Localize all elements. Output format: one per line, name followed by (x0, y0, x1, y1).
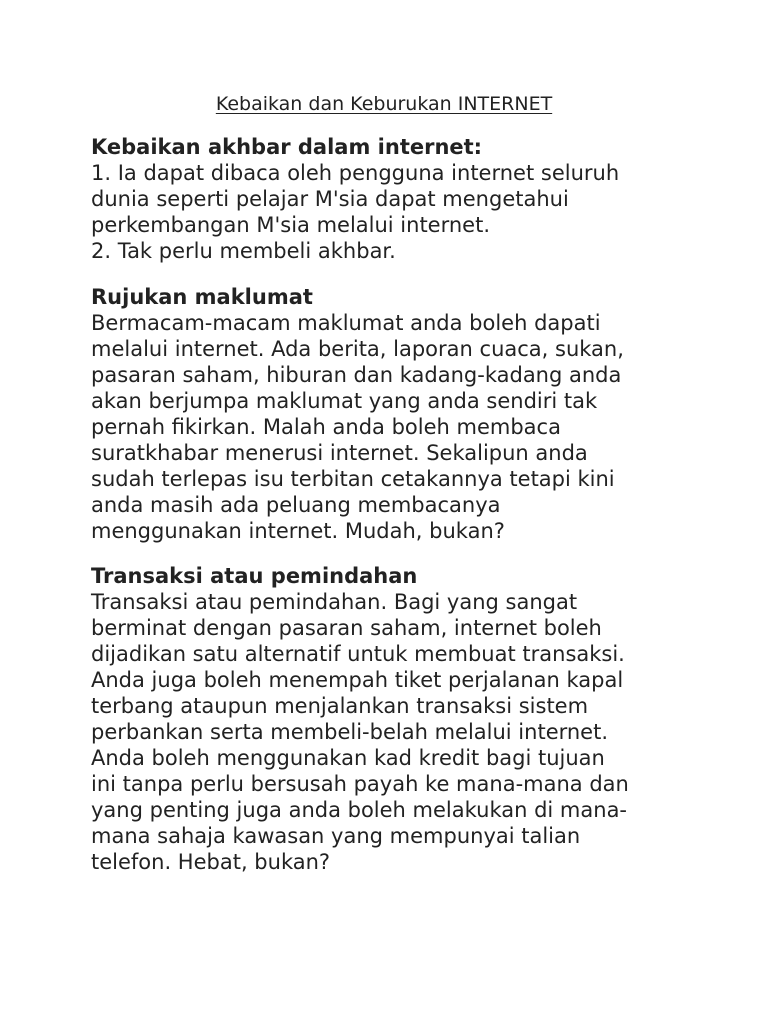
paragraph-line: akan berjumpa maklumat yang anda sendiri tak (91, 389, 598, 413)
document-title: Kebaikan dan Keburukan INTERNET (215, 93, 553, 115)
paragraph-line: 2. Tak perlu membeli akhbar. (91, 239, 396, 263)
paragraph-line: berminat dengan pasaran saham, internet boleh (91, 616, 602, 640)
paragraph-line: mana sahaja kawasan yang mempunyai talian (91, 824, 581, 848)
section-kebaikan-akhbar (91, 134, 691, 264)
paragraph-line: melalui internet. Ada berita, laporan cuaca, sukan, (91, 337, 624, 361)
paragraph-line: Anda juga boleh menempah tiket perjalanan kapal (91, 668, 624, 692)
paragraph-line: perbankan serta membeli-belah melalui internet. (91, 720, 609, 744)
paragraph-line: menggunakan internet. Mudah, bukan? (91, 519, 505, 543)
paragraph-line: anda masih ada peluang membacanya (91, 493, 501, 517)
paragraph-line: dijadikan satu alternatif untuk membuat transaksi. (91, 642, 625, 666)
paragraph-line: perkembangan M'sia melalui internet. (91, 213, 491, 237)
paragraph-line: ini tanpa perlu bersusah payah ke mana-mana dan (91, 772, 629, 796)
paragraph-line: 1. Ia dapat dibaca oleh pengguna internet seluruh (91, 161, 620, 185)
paragraph-line: terbang ataupun menjalankan transaksi sistem (91, 694, 589, 718)
paragraph-line: sudah terlepas isu terbitan cetakannya tetapi kini (91, 467, 615, 491)
paragraph-line: pasaran saham, hiburan dan kadang-kadang anda (91, 363, 622, 387)
paragraph-line: Bermacam-macam maklumat anda boleh dapati (91, 311, 601, 335)
section-heading: Transaksi atau pemindahan (91, 564, 418, 588)
paragraph-line: Anda boleh menggunakan kad kredit bagi tujuan (91, 746, 605, 770)
paragraph-line: dunia seperti pelajar M'sia dapat mengetahui (91, 187, 569, 211)
section-transaksi (91, 563, 691, 875)
paragraph-line: telefon. Hebat, bukan? (91, 850, 331, 874)
paragraph-line: Transaksi atau pemindahan. Bagi yang sangat (91, 590, 578, 614)
paragraph-line: yang penting juga anda boleh melakukan di mana- (91, 798, 628, 822)
section-heading: Kebaikan akhbar dalam internet: (91, 135, 483, 159)
paragraph-line: suratkhabar menerusi internet. Sekalipun anda (91, 441, 588, 465)
section-rujukan-maklumat (91, 284, 691, 544)
paragraph-line: pernah fikirkan. Malah anda boleh membaca (91, 415, 561, 439)
section-heading: Rujukan maklumat (91, 285, 313, 309)
